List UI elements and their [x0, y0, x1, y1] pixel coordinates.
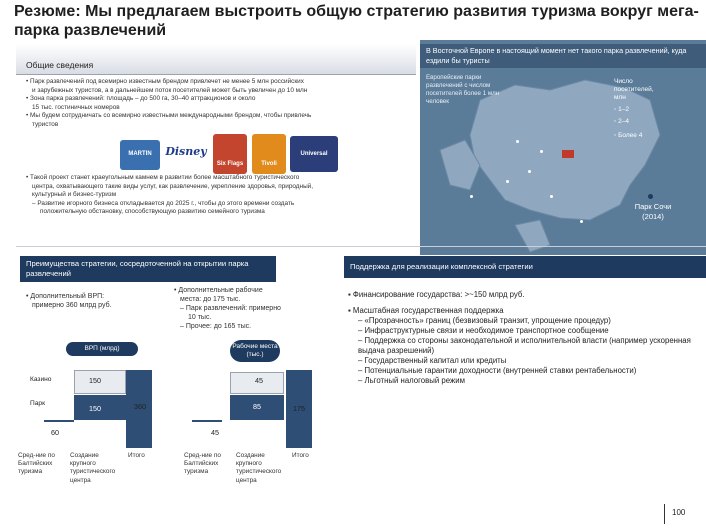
jobs-line: – Парк развлечений: примерно	[180, 305, 281, 312]
bullet-line: 15 тыс. гостиничных номеров	[32, 103, 120, 111]
vrp-line: • Дополнительный ВРП:	[26, 293, 105, 300]
xlabel: Создание крупного туристического центра	[236, 452, 282, 484]
bullet-line: культурный и бизнес-туризм	[32, 191, 117, 199]
jobs-label: Рабочие места (тыс.)	[230, 340, 280, 362]
legend-title-line: посетителей,	[614, 86, 654, 93]
value-total: 360	[134, 402, 146, 411]
legend-label: Более 4	[618, 132, 643, 139]
xlabel: Создание крупного туристического центра	[70, 452, 116, 484]
legend-title-line: Число	[614, 78, 633, 85]
general-label: Общие сведения	[26, 60, 94, 70]
legend-entry: ◦ Более 4	[614, 132, 643, 139]
logo-sixflags: Six Flags	[213, 134, 247, 174]
bullet-line: • Парк развлечений под всемирно известным брендом привлечет не менее 5 млн российских	[26, 78, 304, 85]
support-item: – Поддержка со стороны законодательной и исполнительной власти (например ускоренная выдача разрешений)	[358, 336, 691, 355]
legend-entry: ◦ 1–2	[614, 106, 629, 113]
value-casino: 150	[89, 376, 101, 385]
general-bullets	[26, 78, 418, 130]
park-marker	[540, 150, 543, 153]
value-base: 60	[51, 428, 59, 437]
bullet-line: и зарубежных туристов, а в дальнейшем поток посетителей может быть увеличен до 10 млн	[32, 86, 308, 94]
jobs-line: места: до 175 тыс.	[180, 296, 241, 303]
xlabel: Итого	[128, 452, 145, 459]
vrp-text	[26, 292, 166, 310]
cat-casino: Казино	[30, 376, 52, 383]
sochi-label-line: (2014)	[642, 212, 664, 221]
jobs-line: • Дополнительные рабочие	[174, 287, 263, 294]
support-item: – «Прозрачность» границ (безвизовый транзит, упрощение процедур)	[358, 316, 611, 325]
sochi-marker	[648, 194, 653, 199]
page-number: 100	[672, 508, 686, 517]
logo-universal: Universal	[290, 136, 338, 172]
legend-label: 2–4	[618, 118, 629, 125]
legend-label: 1–2	[618, 106, 629, 113]
park-marker	[470, 195, 473, 198]
logo-martin: MARTIN	[120, 140, 160, 170]
logo-tivoli: Tivoli	[252, 134, 286, 174]
support-item: – Льготный налоговый режим	[358, 376, 465, 385]
legend-title-line: млн	[614, 94, 626, 101]
map-shape	[420, 40, 706, 255]
cat-park: Парк	[30, 400, 45, 407]
park-marker	[528, 170, 531, 173]
general-bullets-2	[26, 174, 418, 217]
page-title: Резюме: Мы предлагаем выстроить общую стратегию развития туризма вокруг мега-парка развлечений	[14, 3, 699, 39]
legend-title	[614, 78, 694, 102]
bar-base	[44, 420, 74, 422]
support-item: – Инфраструктурные связи и необходимое транспортное сообщение	[358, 326, 609, 335]
jobs-line: – Прочее: до 165 тыс.	[180, 323, 252, 330]
map-header: В Восточной Европе в настоящий момент нет такого парка развлечений, куда ездили бы туристы	[420, 44, 706, 68]
jobs-text	[174, 286, 314, 331]
vrp-line: примерно 360 млрд руб.	[32, 302, 112, 309]
bullet-line: центра, охватывающего такие виды услуг, как развлечение, укрепление здоровья, природный,	[32, 182, 314, 190]
page-number-rule	[664, 504, 665, 524]
logo-disney: Disney	[163, 140, 209, 170]
bullet-line: – Развитие игорного бизнеса откладывается до 2025 г., чтобы до этого времени создать	[32, 199, 295, 207]
support-item: – Государственный капитал или кредиты	[358, 356, 507, 365]
bullet-line: туристов	[32, 120, 59, 128]
right-header: Поддержка для реализации комплексной стратегии	[344, 256, 706, 278]
support-item: – Потенциальные гарантии доходности (внутренней ставки рентабельности)	[358, 366, 637, 375]
support-list	[348, 290, 698, 386]
value-casino: 45	[255, 376, 263, 385]
support-item: ▪ Финансирование государства: >~150 млрд руб.	[348, 290, 525, 299]
value-base: 45	[211, 428, 219, 437]
xlabel: Сред-ние по Балтийских туризма	[18, 452, 55, 476]
sochi-label-line: Парк Сочи	[634, 202, 672, 211]
bullet-line: • Такой проект станет краеугольным камнем в развитии более масштабного туристического	[26, 174, 300, 181]
xlabel: Сред-ние по Балтийских туризма	[184, 452, 221, 476]
park-marker	[506, 180, 509, 183]
park-marker	[580, 220, 583, 223]
bullet-line: положительную обстановку, способствующую развитию семейного туризма	[40, 208, 265, 216]
legend-entry: ◦ 2–4	[614, 118, 629, 125]
divider	[16, 246, 706, 247]
bar-base	[192, 420, 222, 422]
park-marker	[550, 195, 553, 198]
value-park: 85	[253, 402, 261, 411]
xlabel: Итого	[292, 452, 309, 459]
bullet-line: • Зона парка развлечений: площадь – до 500 га, 30–40 аттракционов и около	[26, 95, 256, 103]
support-item: ▪ Масштабная государственная поддержка	[348, 306, 504, 315]
left-header: Преимущества стратегии, сосредоточенной на открытии парка развлечений	[20, 256, 276, 282]
bullet-line: • Мы будем сотрудничать со всемирно известными международными брендом, чтобы привлечь	[26, 112, 312, 120]
vrp-label: ВРП (млрд)	[66, 342, 138, 356]
sochi-label	[616, 202, 690, 222]
europe-map	[420, 40, 706, 255]
map-note: Европейские парки развлечений с числом посетителей более 1 млн человек	[426, 74, 500, 105]
value-park: 150	[89, 404, 101, 413]
value-total: 175	[293, 404, 305, 413]
divider	[16, 74, 416, 75]
jobs-line: 10 тыс.	[188, 314, 212, 321]
park-marker	[516, 140, 519, 143]
